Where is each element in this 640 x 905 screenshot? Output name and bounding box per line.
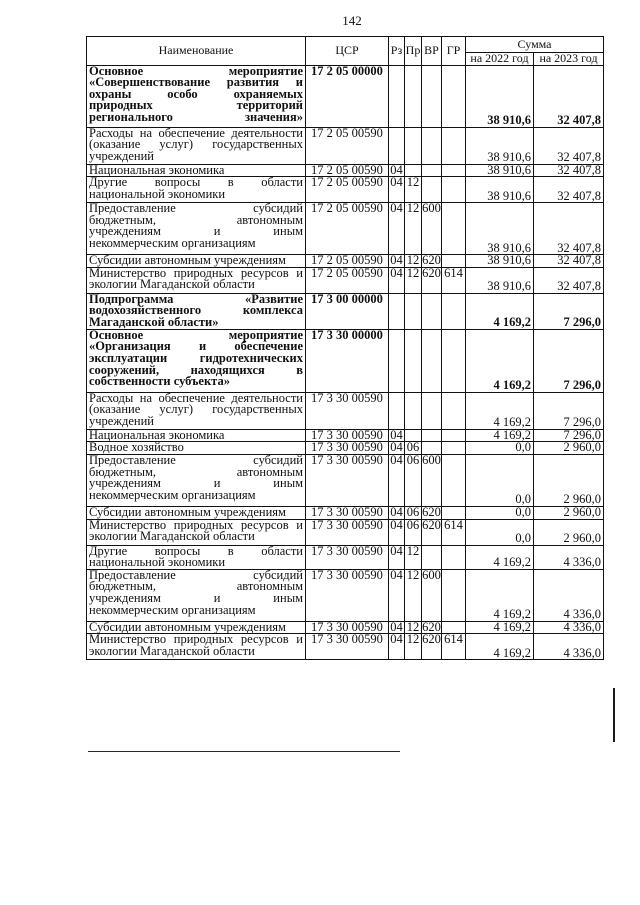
- amount-2023: 2 960,0: [534, 442, 604, 455]
- csr-code: 17 3 30 00590: [306, 429, 389, 442]
- row-name: [87, 255, 306, 268]
- table-row: [87, 442, 604, 455]
- vr-code: 600: [422, 454, 442, 506]
- amount-2023: 4 336,0: [534, 634, 604, 660]
- row-name-line: бюджетным, автономным: [89, 464, 303, 479]
- row-name-line: Основное мероприятие: [89, 65, 303, 78]
- rz-code: 04: [389, 203, 405, 255]
- amount-2023: 7 296,0: [534, 429, 604, 442]
- pr-code: 12: [405, 203, 422, 255]
- gr-code: [442, 127, 466, 164]
- table-row: [87, 545, 604, 569]
- amount-2022: 38 910,6: [466, 203, 534, 255]
- row-name: [87, 392, 306, 429]
- csr-code: 17 3 30 00590: [306, 569, 389, 621]
- vr-code: [422, 545, 442, 569]
- gr-code: [442, 177, 466, 203]
- csr-code: 17 3 30 00590: [306, 392, 389, 429]
- budget-table: [86, 36, 604, 660]
- amount-2023: 7 296,0: [534, 329, 604, 392]
- row-name: [87, 177, 306, 203]
- rz-code: [389, 329, 405, 392]
- pr-code: [405, 293, 422, 329]
- gr-code: [442, 506, 466, 519]
- amount-2022: 0,0: [466, 442, 534, 455]
- row-name-line: экологии Магаданской области: [89, 529, 255, 544]
- row-name-line: учреждениям и иным: [89, 590, 303, 605]
- rz-code: 04: [390, 164, 403, 177]
- scan-edge-mark: [613, 688, 615, 742]
- row-name-line: некоммерческим организациям: [89, 602, 256, 617]
- row-name-line: водохозяйственного комплекса: [89, 303, 303, 318]
- row-name-line: Другие вопросы в области: [89, 176, 303, 190]
- row-name-line: Предоставление субсидий: [89, 454, 303, 467]
- header-sum: Сумма: [466, 37, 604, 53]
- amount-2023: 32 407,8: [534, 65, 604, 127]
- csr-code: 17 2 05 00000: [306, 65, 389, 127]
- header-name: Наименование: [87, 37, 306, 66]
- row-name-line: «Совершенствование развития и: [89, 75, 303, 90]
- csr-code: 17 3 30 00590: [306, 442, 389, 455]
- table-row: [87, 621, 604, 634]
- row-name-line: Субсидии автономным учреждениям: [89, 621, 286, 634]
- rz-code: 04: [390, 254, 403, 268]
- row-name-line: Другие вопросы в области: [89, 545, 303, 558]
- row-name: [87, 519, 306, 545]
- row-name-line: сооружений, находящихся в: [89, 362, 303, 377]
- amount-2023: 32 407,8: [534, 177, 604, 203]
- amount-2022: 38 910,6: [466, 267, 534, 293]
- row-name-line: охраны особо охраняемых: [89, 86, 303, 101]
- row-name-line: Подпрограмма «Развитие: [89, 293, 303, 306]
- gr-code: 614: [442, 634, 466, 660]
- vr-code: [422, 329, 442, 392]
- table-header: [87, 37, 604, 66]
- pr-code: 12: [405, 545, 422, 569]
- amount-2023: 2 960,0: [534, 519, 604, 545]
- row-name-line: регионального значения»: [89, 109, 303, 124]
- row-name: [87, 127, 306, 164]
- pr-code: [405, 164, 422, 177]
- pr-code: 06: [405, 454, 422, 506]
- pr-code: 12: [405, 177, 422, 203]
- pr-code: 12: [405, 634, 422, 660]
- rz-code: 04: [389, 569, 405, 621]
- row-name-line: учреждений: [89, 148, 154, 163]
- pr-code: [405, 127, 422, 164]
- row-name-line: эксплуатации гидротехнических: [89, 350, 303, 365]
- csr-code: 17 3 30 00590: [306, 454, 389, 506]
- header-vr: ВР: [422, 37, 442, 66]
- header-pr: Пр: [405, 37, 422, 66]
- vr-code: [422, 164, 442, 177]
- table-body: [87, 65, 604, 660]
- row-name-line: природных территорий: [89, 98, 303, 113]
- rz-code: 04: [390, 506, 403, 519]
- row-name: [87, 442, 306, 455]
- rz-code: 04: [389, 267, 405, 293]
- header-rz: Рз: [389, 37, 405, 66]
- pr-code: 06: [405, 519, 422, 545]
- amount-2023: 2 960,0: [534, 506, 604, 519]
- vr-code: 620: [422, 506, 441, 519]
- amount-2022: 4 169,2: [466, 634, 534, 660]
- table-row: [87, 203, 604, 255]
- amount-2023: 4 336,0: [534, 545, 604, 569]
- header-row: [87, 37, 604, 53]
- row-name-line: Предоставление субсидий: [89, 569, 303, 582]
- rz-code: 04: [390, 621, 403, 634]
- pr-code: [405, 392, 422, 429]
- table-row: [87, 392, 604, 429]
- row-name-line: (оказание услуг) государственных: [89, 402, 303, 417]
- row-name-line: учреждениям и иным: [89, 224, 303, 239]
- amount-2022: 38 910,6: [466, 65, 534, 127]
- row-name-line: бюджетным, автономным: [89, 579, 303, 594]
- gr-code: [442, 392, 466, 429]
- row-name-line: Основное мероприятие: [89, 329, 303, 342]
- row-name: [87, 267, 306, 293]
- gr-code: [442, 203, 466, 255]
- amount-2023: 32 407,8: [534, 255, 604, 268]
- amount-2022: 4 169,2: [466, 329, 534, 392]
- row-name: [87, 203, 306, 255]
- csr-code: 17 3 30 00590: [306, 519, 389, 545]
- row-name: [87, 634, 306, 660]
- amount-2022: 4 169,2: [466, 569, 534, 621]
- gr-code: [442, 442, 466, 455]
- pr-code: 12: [405, 569, 422, 621]
- table-row: [87, 454, 604, 506]
- header-csr: ЦСР: [306, 37, 389, 66]
- vr-code: 620: [422, 519, 442, 545]
- csr-code: 17 3 30 00590: [306, 506, 389, 519]
- csr-code: 17 3 30 00000: [306, 329, 389, 392]
- table-row: [87, 267, 604, 293]
- row-name-line: бюджетным, автономным: [89, 212, 303, 227]
- row-name-line: Расходы на обеспечение деятельности: [89, 127, 303, 140]
- row-name-line: экологии Магаданской области: [89, 277, 255, 292]
- pr-code: 06: [405, 442, 422, 455]
- vr-code: [422, 429, 442, 442]
- vr-code: 620: [422, 621, 441, 634]
- row-name-line: Субсидии автономным учреждениям: [89, 506, 286, 519]
- header-gr: ГР: [442, 37, 466, 66]
- table-row: [87, 164, 604, 177]
- row-name-line: учреждениям и иным: [89, 476, 303, 491]
- gr-code: [442, 545, 466, 569]
- amount-2023: 4 336,0: [534, 569, 604, 621]
- page-number: 142: [342, 13, 362, 28]
- amount-2023: 4 336,0: [534, 621, 604, 634]
- amount-2022: 38 910,6: [466, 127, 534, 164]
- gr-code: [442, 164, 466, 177]
- row-name-line: Субсидии автономным учреждениям: [89, 254, 286, 268]
- row-name: [87, 545, 306, 569]
- amount-2023: 7 296,0: [534, 392, 604, 429]
- row-name-line: национальной экономики: [89, 555, 226, 570]
- table-row: [87, 429, 604, 442]
- gr-code: [442, 454, 466, 506]
- row-name-line: Магаданской области»: [89, 314, 219, 329]
- rz-code: 04: [389, 454, 405, 506]
- gr-code: [442, 293, 466, 329]
- amount-2023: 2 960,0: [534, 454, 604, 506]
- gr-code: [442, 329, 466, 392]
- rz-code: [389, 65, 405, 127]
- vr-code: 600: [422, 569, 442, 621]
- amount-2022: 4 169,2: [466, 392, 534, 429]
- row-name-line: некоммерческим организациям: [89, 487, 256, 502]
- amount-2023: 7 296,0: [534, 293, 604, 329]
- amount-2022: 38 910,6: [466, 177, 534, 203]
- rz-code: [389, 293, 405, 329]
- row-name-line: Расходы на обеспечение деятельности: [89, 392, 303, 405]
- row-name: [87, 329, 306, 392]
- table-row: [87, 329, 604, 392]
- csr-code: 17 3 30 00590: [306, 545, 389, 569]
- csr-code: 17 3 30 00590: [306, 634, 389, 660]
- table-row: [87, 569, 604, 621]
- vr-code: 600: [422, 203, 442, 255]
- row-name-line: Министерство природных ресурсов и: [89, 519, 303, 532]
- csr-code: 17 2 05 00590: [306, 127, 389, 164]
- amount-2023: 32 407,8: [534, 127, 604, 164]
- pr-code: [405, 65, 422, 127]
- vr-code: 620: [422, 267, 442, 293]
- table-row: [87, 506, 604, 519]
- table-row: [87, 127, 604, 164]
- row-name-line: некоммерческим организациям: [89, 235, 256, 250]
- row-name-line: Национальная экономика: [89, 429, 225, 442]
- table-row: [87, 293, 604, 329]
- row-name-line: собственности субъекта»: [89, 374, 230, 389]
- row-name: [87, 65, 306, 127]
- gr-code: [442, 65, 466, 127]
- amount-2022: 0,0: [466, 519, 534, 545]
- vr-code: [422, 293, 442, 329]
- row-name-line: Министерство природных ресурсов и: [89, 267, 303, 280]
- rz-code: 04: [389, 545, 405, 569]
- pr-code: 12: [405, 621, 422, 634]
- rz-code: [389, 392, 405, 429]
- vr-code: [422, 65, 442, 127]
- rz-code: 04: [389, 177, 405, 203]
- row-name: [87, 164, 306, 177]
- row-name-line: «Организация и обеспечение: [89, 339, 303, 354]
- csr-code: 17 2 05 00590: [306, 267, 389, 293]
- row-name: [87, 569, 306, 621]
- rz-code: 04: [390, 441, 403, 455]
- row-name-line: Предоставление субсидий: [89, 202, 303, 216]
- pr-code: 12: [405, 267, 422, 293]
- row-name-line: Национальная экономика: [89, 164, 225, 177]
- row-name-line: Водное хозяйство: [89, 441, 184, 455]
- rz-code: 04: [389, 634, 405, 660]
- gr-code: [442, 621, 466, 634]
- csr-code: 17 3 00 00000: [306, 293, 389, 329]
- vr-code: [422, 177, 442, 203]
- amount-2022: 0,0: [466, 506, 534, 519]
- amount-2022: 4 169,2: [466, 293, 534, 329]
- amount-2022: 4 169,2: [466, 621, 534, 634]
- amount-2022: 4 169,2: [466, 545, 534, 569]
- amount-2022: 4 169,2: [466, 429, 534, 442]
- table-row: [87, 634, 604, 660]
- pr-code: 12: [405, 255, 422, 268]
- amount-2023: 32 407,8: [534, 267, 604, 293]
- vr-code: 620: [422, 254, 441, 268]
- row-name: [87, 621, 306, 634]
- table-row: [87, 65, 604, 127]
- header-2023: на 2023 год: [534, 53, 604, 66]
- row-name: [87, 506, 306, 519]
- row-name-line: учреждений: [89, 413, 154, 428]
- row-name-line: национальной экономики: [89, 186, 226, 201]
- footer-rule: [88, 751, 400, 752]
- amount-2022: 38 910,6: [466, 255, 534, 268]
- header-2022: на 2022 год: [466, 53, 534, 66]
- vr-code: 620: [422, 634, 442, 660]
- row-name: [87, 454, 306, 506]
- pr-code: [405, 329, 422, 392]
- table-row: [87, 177, 604, 203]
- amount-2023: 32 407,8: [534, 164, 604, 177]
- pr-code: 06: [405, 506, 422, 519]
- gr-code: [442, 429, 466, 442]
- gr-code: 614: [442, 519, 466, 545]
- gr-code: [442, 569, 466, 621]
- csr-code: 17 2 05 00590: [306, 164, 389, 177]
- table-row: [87, 519, 604, 545]
- row-name: [87, 293, 306, 329]
- amount-2022: 38 910,6: [466, 164, 534, 177]
- row-name-line: экологии Магаданской области: [89, 643, 255, 658]
- row-name: [87, 429, 306, 442]
- amount-2022: 0,0: [466, 454, 534, 506]
- vr-code: [422, 442, 442, 455]
- row-name-line: (оказание услуг) государственных: [89, 137, 303, 152]
- amount-2023: 32 407,8: [534, 203, 604, 255]
- csr-code: 17 2 05 00590: [306, 255, 389, 268]
- gr-code: 614: [442, 267, 466, 293]
- csr-code: 17 3 30 00590: [306, 621, 389, 634]
- vr-code: [422, 127, 442, 164]
- rz-code: 04: [389, 519, 405, 545]
- vr-code: [422, 392, 442, 429]
- row-name-line: Министерство природных ресурсов и: [89, 633, 303, 647]
- pr-code: [405, 429, 422, 442]
- csr-code: 17 2 05 00590: [306, 203, 389, 255]
- rz-code: [389, 127, 405, 164]
- table-row: [87, 255, 604, 268]
- csr-code: 17 2 05 00590: [306, 177, 389, 203]
- rz-code: 04: [390, 429, 403, 442]
- gr-code: [442, 255, 466, 268]
